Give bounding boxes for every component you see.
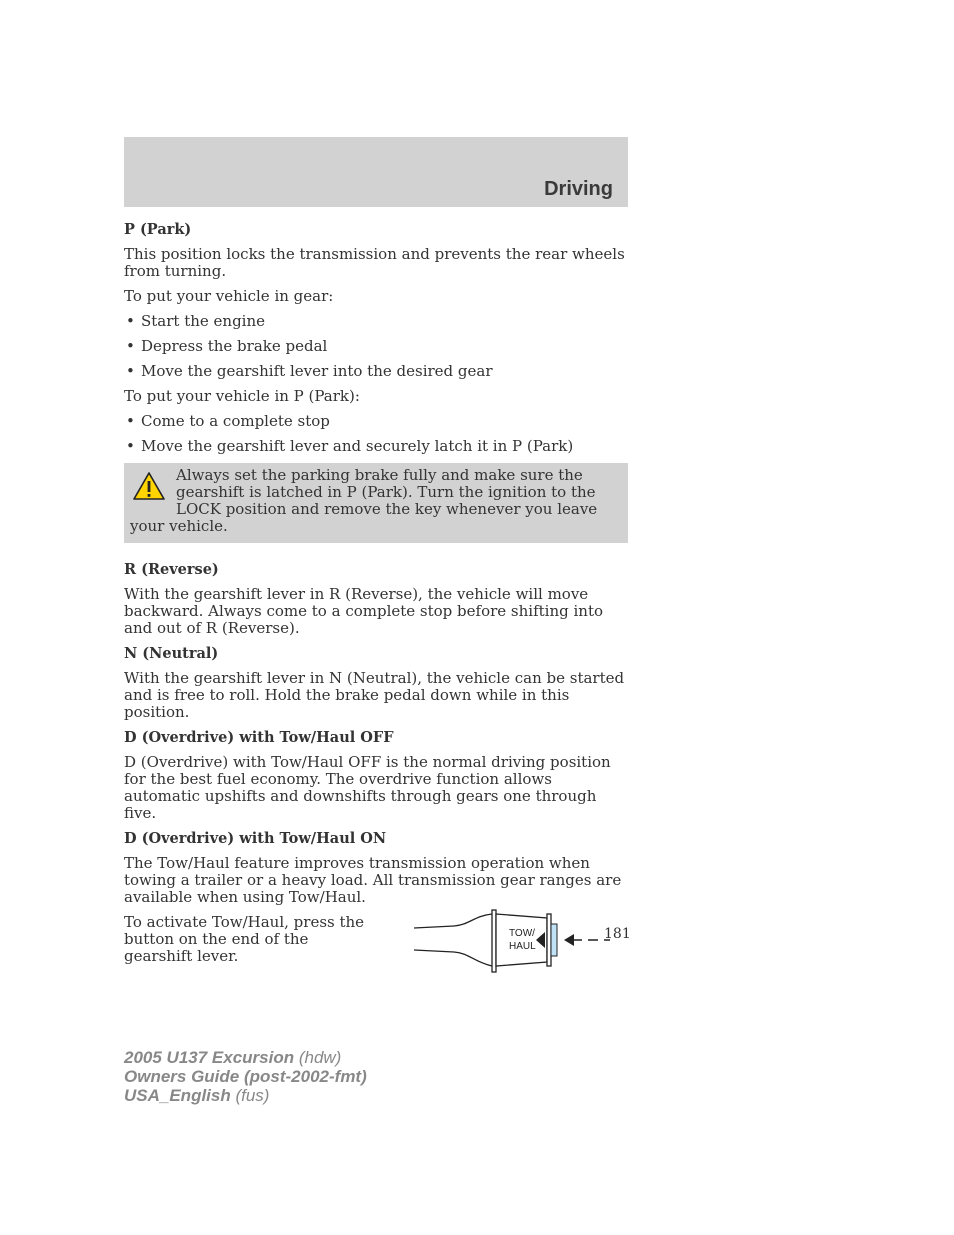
overdrive-on-text: The Tow/Haul feature improves transmission operation when towing a trailer or a heavy load. All transmission gear ranges are available when using Tow/Haul. [124, 854, 622, 906]
reverse-heading: R (Reverse) [124, 561, 219, 578]
footer-language-code: (fus) [230, 1086, 270, 1105]
footer-language: USA_English [124, 1086, 231, 1105]
footer-model: 2005 U137 Excursion [124, 1048, 295, 1067]
list-item: • Come to a complete stop [124, 413, 628, 430]
overdrive-off-text: D (Overdrive) with Tow/Haul OFF is the normal driving position for the best fuel economy. The overdrive function allows automatic upshifts and downshifts through gears one through five. [124, 753, 611, 822]
footer-line-2 [124, 1067, 367, 1086]
neutral-heading: N (Neutral) [124, 645, 219, 662]
park-description: This position locks the transmission and prevents the rear wheels from turning. [124, 245, 625, 280]
park-steps-list [124, 413, 628, 455]
activate-section [124, 914, 628, 984]
park-heading: P (Park) [124, 221, 192, 238]
activate-text: To activate Tow/Haul, press the button on the end of the gearshift lever. [124, 913, 365, 965]
footer-line-3 [124, 1086, 367, 1105]
list-item: • Move the gearshift lever and securely latch it in P (Park) [124, 438, 628, 455]
overdrive-off-heading: D (Overdrive) with Tow/Haul OFF [124, 729, 394, 746]
park-intro: To put your vehicle in P (Park): [124, 387, 360, 405]
page-number: 181 [604, 926, 631, 942]
haul-label: HAUL [509, 941, 536, 952]
gearshift-lever-illustration [414, 908, 614, 976]
section-header [124, 137, 628, 207]
page-content [124, 221, 628, 984]
overdrive-on-heading: D (Overdrive) with Tow/Haul ON [124, 830, 387, 847]
tow-label: TOW/ [509, 928, 535, 939]
warning-triangle-icon [132, 471, 166, 501]
neutral-text: With the gearshift lever in N (Neutral), the vehicle can be started and is free to roll. Hold the brake pedal down while in this position. [124, 669, 625, 721]
warning-box [124, 463, 628, 543]
gear-steps-list [124, 313, 628, 380]
footer-model-code: (hdw) [294, 1048, 342, 1067]
list-item: • Depress the brake pedal [124, 338, 628, 355]
reverse-text: With the gearshift lever in R (Reverse), the vehicle will move backward. Always come to a complete stop before shifting into and out of R (Reverse). [124, 585, 604, 637]
section-title: Driving [544, 178, 613, 200]
gear-intro: To put your vehicle in gear: [124, 287, 334, 305]
document-footer [124, 1048, 367, 1105]
list-item: • Start the engine [124, 313, 628, 330]
footer-line-1 [124, 1048, 367, 1067]
list-item: • Move the gearshift lever into the desired gear [124, 363, 628, 380]
footer-guide: Owners Guide (post-2002-fmt) [124, 1067, 367, 1086]
warning-text: Always set the parking brake fully and make sure the gearshift is latched in P (Park). Turn the ignition to the LOCK position and remove the key whenever you leave your vehicle. [130, 466, 598, 535]
